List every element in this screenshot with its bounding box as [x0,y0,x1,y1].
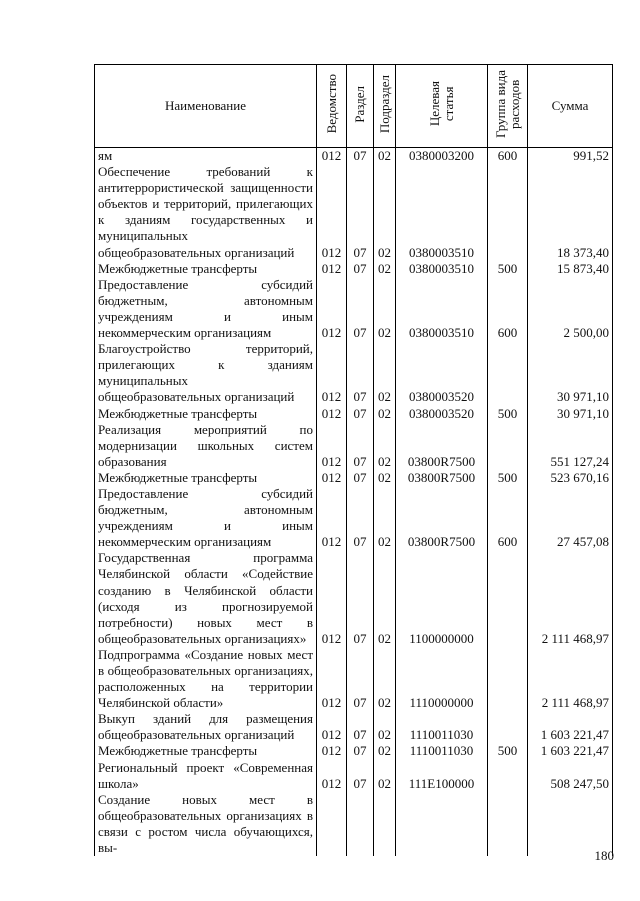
cell-subsection: 02 [374,406,396,422]
cell-sum: 508 247,50 [528,760,613,792]
table-row [95,647,613,711]
cell-dept: 012 [317,406,347,422]
cell-subsection: 02 [374,470,396,486]
header-dept: Ведомство [317,65,347,148]
cell-name: Подпрограмма «Создание новых мест в общеобразовательных организациях, расположенных на территории Челябинской области» [95,647,317,711]
cell-dept: 012 [317,261,347,277]
cell-name: Межбюджетные трансферты [95,406,317,422]
table-row [95,550,613,647]
cell-group: 500 [488,743,528,759]
cell-name: Государственная программа Челябинской области «Содействие созданию в Челябинской области (исходя из прогнозируемой потребности) новых мест в общеобразовательных организациях» [95,550,317,647]
cell-section: 07 [347,164,374,261]
table-row [95,486,613,550]
cell-subsection [374,792,396,856]
cell-dept: 012 [317,148,347,165]
table-row [95,743,613,759]
cell-subsection: 02 [374,760,396,792]
header-target: Целевая статья [396,65,488,148]
table-header [95,65,613,148]
cell-target: 1110000000 [396,647,488,711]
cell-dept: 012 [317,647,347,711]
cell-target: 03800R7500 [396,470,488,486]
cell-dept: 012 [317,341,347,405]
cell-target: 0380003520 [396,406,488,422]
table-row [95,711,613,743]
cell-section: 07 [347,406,374,422]
cell-sum: 27 457,08 [528,486,613,550]
cell-group [488,422,528,470]
header-sum: Сумма [528,65,613,148]
cell-name: Межбюджетные трансферты [95,743,317,759]
cell-group: 600 [488,277,528,341]
cell-section: 07 [347,341,374,405]
cell-section: 07 [347,647,374,711]
cell-name: Обеспечение требований к антитеррористической защищенности объектов и территорий, прилегающих к зданиям государственных и муниципальных общеобразовательных организаций [95,164,317,261]
cell-group: 600 [488,486,528,550]
cell-target: 0380003510 [396,164,488,261]
table-row [95,164,613,261]
page-number: 180 [594,848,614,863]
cell-group: 500 [488,470,528,486]
cell-group: 500 [488,406,528,422]
table-body [95,148,613,857]
table-row [95,261,613,277]
cell-target: 1100000000 [396,550,488,647]
cell-sum: 1 603 221,47 [528,711,613,743]
cell-target [396,792,488,856]
header-name: Наименование [95,65,317,148]
cell-group [488,550,528,647]
table-row [95,406,613,422]
cell-name: Благоустройство территорий, прилегающих к зданиям муниципальных общеобразовательных организаций [95,341,317,405]
cell-group [488,647,528,711]
cell-target: 1110011030 [396,743,488,759]
cell-name: Создание новых мест в общеобразовательных организациях в связи с ростом числа обучающихся, вы- [95,792,317,856]
cell-sum: 30 971,10 [528,341,613,405]
cell-section: 07 [347,148,374,165]
cell-name: Предоставление субсидий бюджетным, автономным учреждениям и иным некоммерческим организациям [95,486,317,550]
table-row [95,148,613,165]
cell-sum: 1 603 221,47 [528,743,613,759]
cell-sum: 2 111 468,97 [528,550,613,647]
header-group: Группа вида расходов [488,65,528,148]
cell-dept: 012 [317,422,347,470]
cell-subsection: 02 [374,261,396,277]
cell-name: Предоставление субсидий бюджетным, автономным учреждениям и иным некоммерческим организациям [95,277,317,341]
cell-sum: 991,52 [528,148,613,165]
cell-section: 07 [347,261,374,277]
table-row [95,277,613,341]
cell-subsection: 02 [374,647,396,711]
cell-section: 07 [347,550,374,647]
cell-target: 1110011030 [396,711,488,743]
cell-dept: 012 [317,711,347,743]
cell-name: Реализация мероприятий по модернизации школьных систем образования [95,422,317,470]
cell-dept: 012 [317,760,347,792]
cell-target: 03800R7500 [396,422,488,470]
cell-group [488,760,528,792]
cell-section: 07 [347,486,374,550]
cell-sum: 18 373,40 [528,164,613,261]
cell-name: Выкуп зданий для размещения общеобразовательных организаций [95,711,317,743]
table-row [95,341,613,405]
cell-target: 03800R7500 [396,486,488,550]
cell-target: 0380003200 [396,148,488,165]
cell-dept: 012 [317,164,347,261]
cell-dept: 012 [317,486,347,550]
table-row [95,760,613,792]
cell-subsection: 02 [374,422,396,470]
cell-subsection: 02 [374,743,396,759]
cell-section: 07 [347,711,374,743]
cell-subsection: 02 [374,711,396,743]
cell-section: 07 [347,743,374,759]
cell-dept: 012 [317,470,347,486]
cell-group: 600 [488,148,528,165]
cell-subsection: 02 [374,277,396,341]
table-row [95,422,613,470]
cell-subsection: 02 [374,148,396,165]
cell-sum: 30 971,10 [528,406,613,422]
budget-table [94,64,613,856]
cell-name: Межбюджетные трансферты [95,261,317,277]
cell-dept: 012 [317,277,347,341]
cell-subsection: 02 [374,164,396,261]
cell-group [488,164,528,261]
cell-sum: 15 873,40 [528,261,613,277]
header-subsection: Подраздел [374,65,396,148]
cell-sum: 2 500,00 [528,277,613,341]
cell-section: 07 [347,277,374,341]
header-section: Раздел [347,65,374,148]
cell-name: Межбюджетные трансферты [95,470,317,486]
cell-target: 111E100000 [396,760,488,792]
cell-subsection: 02 [374,550,396,647]
cell-target: 0380003510 [396,261,488,277]
cell-dept: 012 [317,743,347,759]
cell-section: 07 [347,760,374,792]
table-row [95,792,613,856]
cell-name: Региональный проект «Современная школа» [95,760,317,792]
cell-group [488,792,528,856]
cell-dept [317,792,347,856]
cell-target: 0380003520 [396,341,488,405]
cell-section: 07 [347,470,374,486]
cell-name: ям [95,148,317,165]
cell-group [488,341,528,405]
cell-sum: 523 670,16 [528,470,613,486]
cell-target: 0380003510 [396,277,488,341]
cell-sum [528,792,613,856]
table-row [95,470,613,486]
cell-sum: 551 127,24 [528,422,613,470]
cell-subsection: 02 [374,486,396,550]
cell-section [347,792,374,856]
cell-group: 500 [488,261,528,277]
cell-dept: 012 [317,550,347,647]
cell-section: 07 [347,422,374,470]
cell-sum: 2 111 468,97 [528,647,613,711]
cell-subsection: 02 [374,341,396,405]
cell-group [488,711,528,743]
